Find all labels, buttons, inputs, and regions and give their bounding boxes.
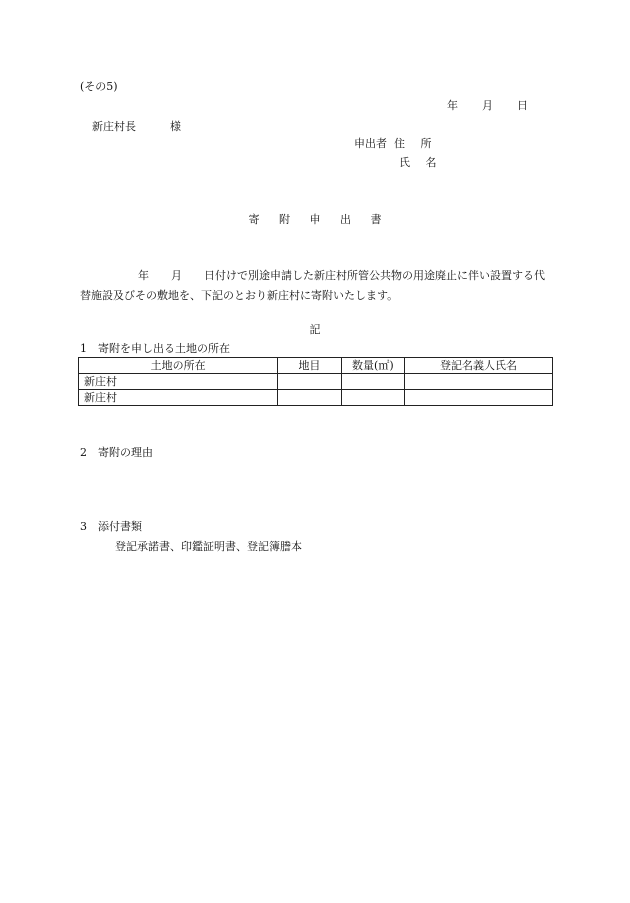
- applicant-name-label: 氏 名: [399, 156, 443, 169]
- header-land-location: 土地の所在: [79, 358, 278, 374]
- attached-documents-list: 登記承諾書、印鑑証明書、登記簿謄本: [115, 540, 302, 553]
- form-number: (その5): [80, 80, 118, 93]
- addressee-name: 新庄村長: [92, 120, 136, 133]
- body-month-label: 月: [171, 269, 182, 282]
- land-table: [78, 357, 553, 406]
- section-1-heading: [80, 343, 230, 354]
- applicant-address-label: 住 所: [394, 137, 438, 150]
- section-1-title: 寄附を申し出る土地の所在: [98, 342, 230, 355]
- document-title: 寄 附 申 出 書: [248, 213, 390, 226]
- header-registered-owner: 登記名義人氏名: [405, 358, 553, 374]
- body-text: 日付けで別途申請した新庄村所管公共物の用途廃止に伴い設置する代替施設及びその敷地を、下記のとおり新庄村に寄附いたします。: [80, 269, 545, 302]
- applicant-role-label: 申出者: [354, 137, 387, 150]
- cell-land-location: 新庄村: [79, 374, 278, 390]
- applicant-name-line: [399, 157, 443, 168]
- date-month-label: 月: [482, 99, 493, 112]
- addressee: [92, 121, 181, 132]
- body-paragraph: [80, 266, 555, 306]
- cell-registered-owner: [405, 374, 553, 390]
- date-day-label: 日: [517, 99, 528, 112]
- date-line: [447, 100, 528, 111]
- applicant-address-line: [354, 138, 438, 149]
- header-land-category: 地目: [278, 358, 341, 374]
- cell-land-category: [278, 374, 341, 390]
- ki-heading: 記: [309, 323, 321, 336]
- cell-land-location: 新庄村: [79, 390, 278, 406]
- land-table-header-row: [79, 358, 553, 374]
- cell-quantity: [341, 374, 404, 390]
- section-2-number: 2: [80, 446, 87, 459]
- section-3-number: 3: [80, 520, 87, 533]
- body-year-label: 年: [138, 269, 149, 282]
- section-2-title: 寄附の理由: [98, 446, 153, 459]
- table-row: [79, 390, 553, 406]
- addressee-honorific: 様: [170, 120, 181, 133]
- cell-land-category: [278, 390, 341, 406]
- section-3-heading: [80, 521, 142, 532]
- cell-registered-owner: [405, 390, 553, 406]
- table-row: [79, 374, 553, 390]
- date-year-label: 年: [447, 99, 458, 112]
- cell-quantity: [341, 390, 404, 406]
- section-3-title: 添付書類: [98, 520, 142, 533]
- section-1-number: 1: [80, 342, 87, 355]
- header-quantity: 数量(㎡): [341, 358, 404, 374]
- section-2-heading: [80, 447, 153, 458]
